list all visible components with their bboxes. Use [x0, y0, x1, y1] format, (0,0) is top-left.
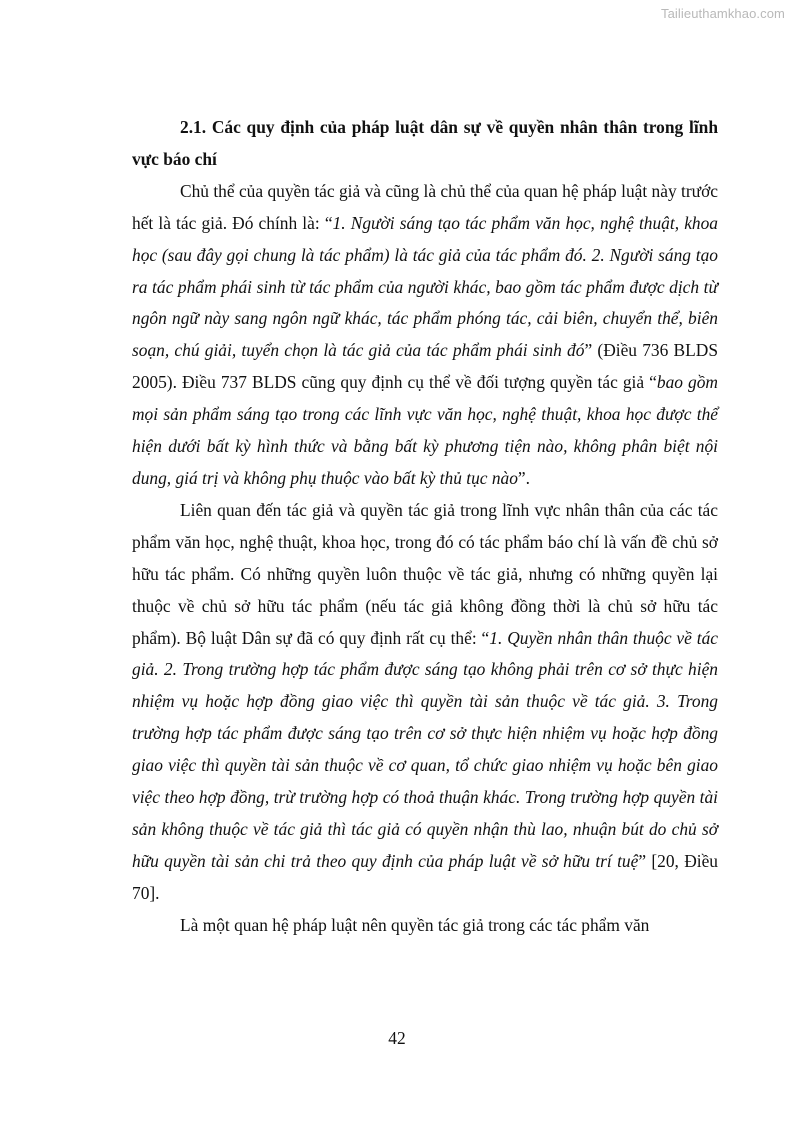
page-body [132, 112, 718, 942]
paragraph-2-text-1: Liên quan đến tác giả và quyền tác giả trong lĩnh vực nhân thân của các tác phẩm văn học, nghệ thuật, khoa học, trong đó có tác phẩm báo chí là vấn đề chủ sở hữu tác phẩm. Có những quyền luôn thuộc về tác giả, nhưng có những quyền lại thuộc về chủ sở hữu tác phẩm (nếu tác giả không đồng thời là chủ sở hữu tác phẩm). Bộ luật Dân sự đã có quy định rất cụ thể: “ [132, 499, 718, 648]
paragraph-1-text-1: Chủ thể của quyền tác giả và cũng là chủ thể của quan hệ pháp luật này trước hết là tác giả. Đó chính là: “ [132, 180, 718, 233]
section-heading: 2.1. Các quy định của pháp luật dân sự về quyền nhân thân trong lĩnh vực báo chí [132, 117, 718, 169]
paragraph-1 [132, 176, 718, 495]
paragraph-1-text-3: ”. [517, 467, 530, 488]
paragraph-2-text-2: ” [20, Điều 70]. [132, 850, 718, 903]
page-number: 42 [388, 1028, 406, 1048]
paragraph-1-text-2: ” (Điều 736 BLDS 2005). Điều 737 BLDS cũng quy định cụ thể về đối tượng quyền tác giả “ [132, 340, 718, 393]
paragraph-1-quote-1: 1. Người sáng tạo tác phẩm văn học, nghệ thuật, khoa học (sau đây gọi chung là tác phẩm) là tác giả của tác phẩm đó. 2. Người sáng tạo ra tác phẩm phái sinh từ tác phẩm của người khác, bao gồm tác phẩm được dịch từ ngôn ngữ này sang ngôn ngữ khác, tác phẩm phóng tác, cải biên, chuyển thể, biên soạn, chú giải, tuyển chọn là tác giả của tác phẩm phái sinh đó [132, 212, 718, 361]
paragraph-1-quote-2: bao gồm mọi sản phẩm sáng tạo trong các lĩnh vực văn học, nghệ thuật, khoa học được thể hiện dưới bất kỳ hình thức và bằng bất kỳ phương tiện nào, không phân biệt nội dung, giá trị và không phụ thuộc vào bất kỳ thủ tục nào [132, 372, 718, 488]
paragraph-2 [132, 495, 718, 910]
paragraph-3: Là một quan hệ pháp luật nên quyền tác giả trong các tác phẩm văn [180, 914, 650, 935]
paragraph-2-quote-1: 1. Quyền nhân thân thuộc về tác giả. 2. Trong trường hợp tác phẩm được sáng tạo không phải trên cơ sở thực hiện nhiệm vụ hoặc hợp đồng giao việc thì quyền tài sản thuộc về tác giả. 3. Trong trường hợp tác phẩm được sáng tạo trên cơ sở thực hiện nhiệm vụ hoặc hợp đồng giao việc thì quyền tài sản thuộc về cơ quan, tổ chức giao nhiệm vụ hoặc bên giao việc theo hợp đồng, trừ trường hợp có thoả thuận khác. Trong trường hợp quyền tài sản không thuộc về tác giả thì tác giả có quyền nhận thù lao, nhuận bút do chủ sở hữu quyền tài sản chi trả theo quy định của pháp luật về sở hữu trí tuệ [132, 627, 718, 871]
watermark: Tailieuthamkhao.com [660, 6, 785, 21]
